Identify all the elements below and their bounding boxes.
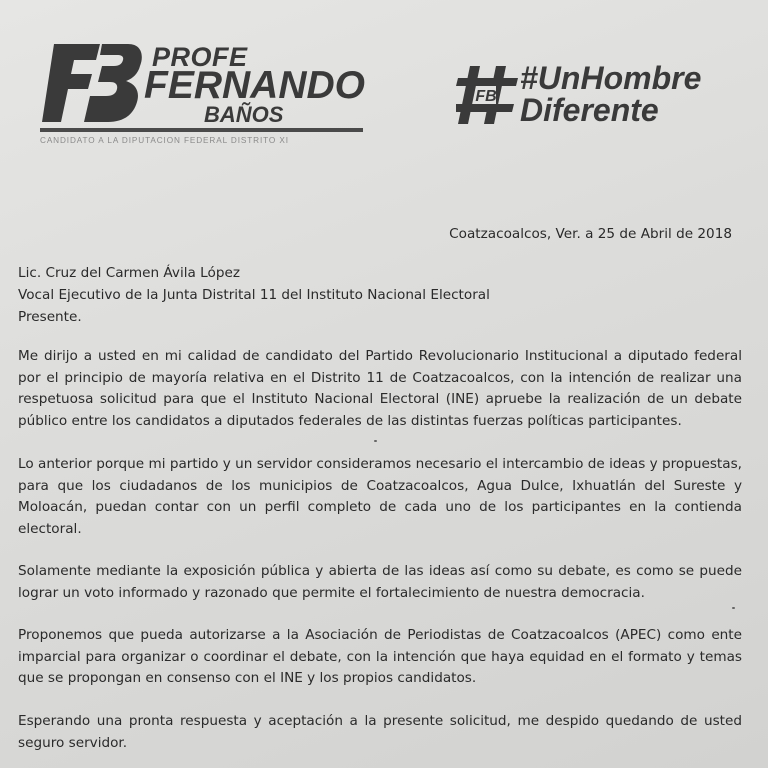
paper-speck — [374, 440, 377, 442]
salutation: Presente. — [18, 309, 82, 325]
letter-date: Coatzacoalcos, Ver. a 25 de Abril de 2018 — [449, 226, 732, 242]
paragraph-4: Proponemos que pueda autorizarse a la Asociación de Periodistas de Coatzacoalcos (APEC) como ente imparcial para organizar o coordinar el debate, con la intención que haya equidad en el formato y temas que se propongan en consenso con el INE y los propios candidatos. — [18, 627, 742, 686]
recipient-title: Vocal Ejecutivo de la Junta Distrital 11 del Instituto Nacional Electoral — [18, 287, 490, 303]
slogan-line-2: Diferente — [520, 92, 659, 128]
paper-speck — [732, 607, 735, 609]
paragraph-5: Esperando una pronta respuesta y aceptación a la presente solicitud, me despido quedando de usted seguro servidor. — [18, 713, 742, 751]
logo-banos: BAÑOS — [204, 102, 284, 127]
paragraph-3: Solamente mediante la exposición pública y abierta de las ideas así como su debate, es como se puede lograr un voto informado y razonado que permite el fortalecimiento de nuestra democracia. — [18, 563, 742, 601]
slogan-line-1: #UnHombre — [520, 60, 702, 96]
paragraph-1: Me dirijo a usted en mi calidad de candidato del Partido Revolucionario Institucional a diputado federal por el principio de mayoría relativa en el Distrito 11 de Coatzacoalcos, con la intención de realizar una respetuosa solicitud para que el Instituto Nacional Electoral (INE) apruebe la realización de un debate público entre los candidatos a diputados federales de las distintas fuerzas políticas participantes. — [18, 348, 742, 429]
svg-text:FB: FB — [475, 88, 497, 105]
logo-fernando: FERNANDO — [144, 64, 365, 107]
paragraph-2: Lo anterior porque mi partido y un servidor consideramos necesario el intercambio de ideas y propuestas, para que los ciudadanos de los municipios de Coatzacoalcos, Agua Dulce, Ixhuatlán del Sureste y Moloacán, puedan contar con un perfil completo de cada uno de los participantes en la contienda electoral. — [18, 456, 742, 537]
recipient-name: Lic. Cruz del Carmen Ávila López — [18, 265, 240, 281]
logo-tagline: CANDIDATO A LA DIPUTACION FEDERAL DISTRITO XI — [40, 136, 289, 145]
logo-profe: PROFE — [152, 42, 248, 72]
